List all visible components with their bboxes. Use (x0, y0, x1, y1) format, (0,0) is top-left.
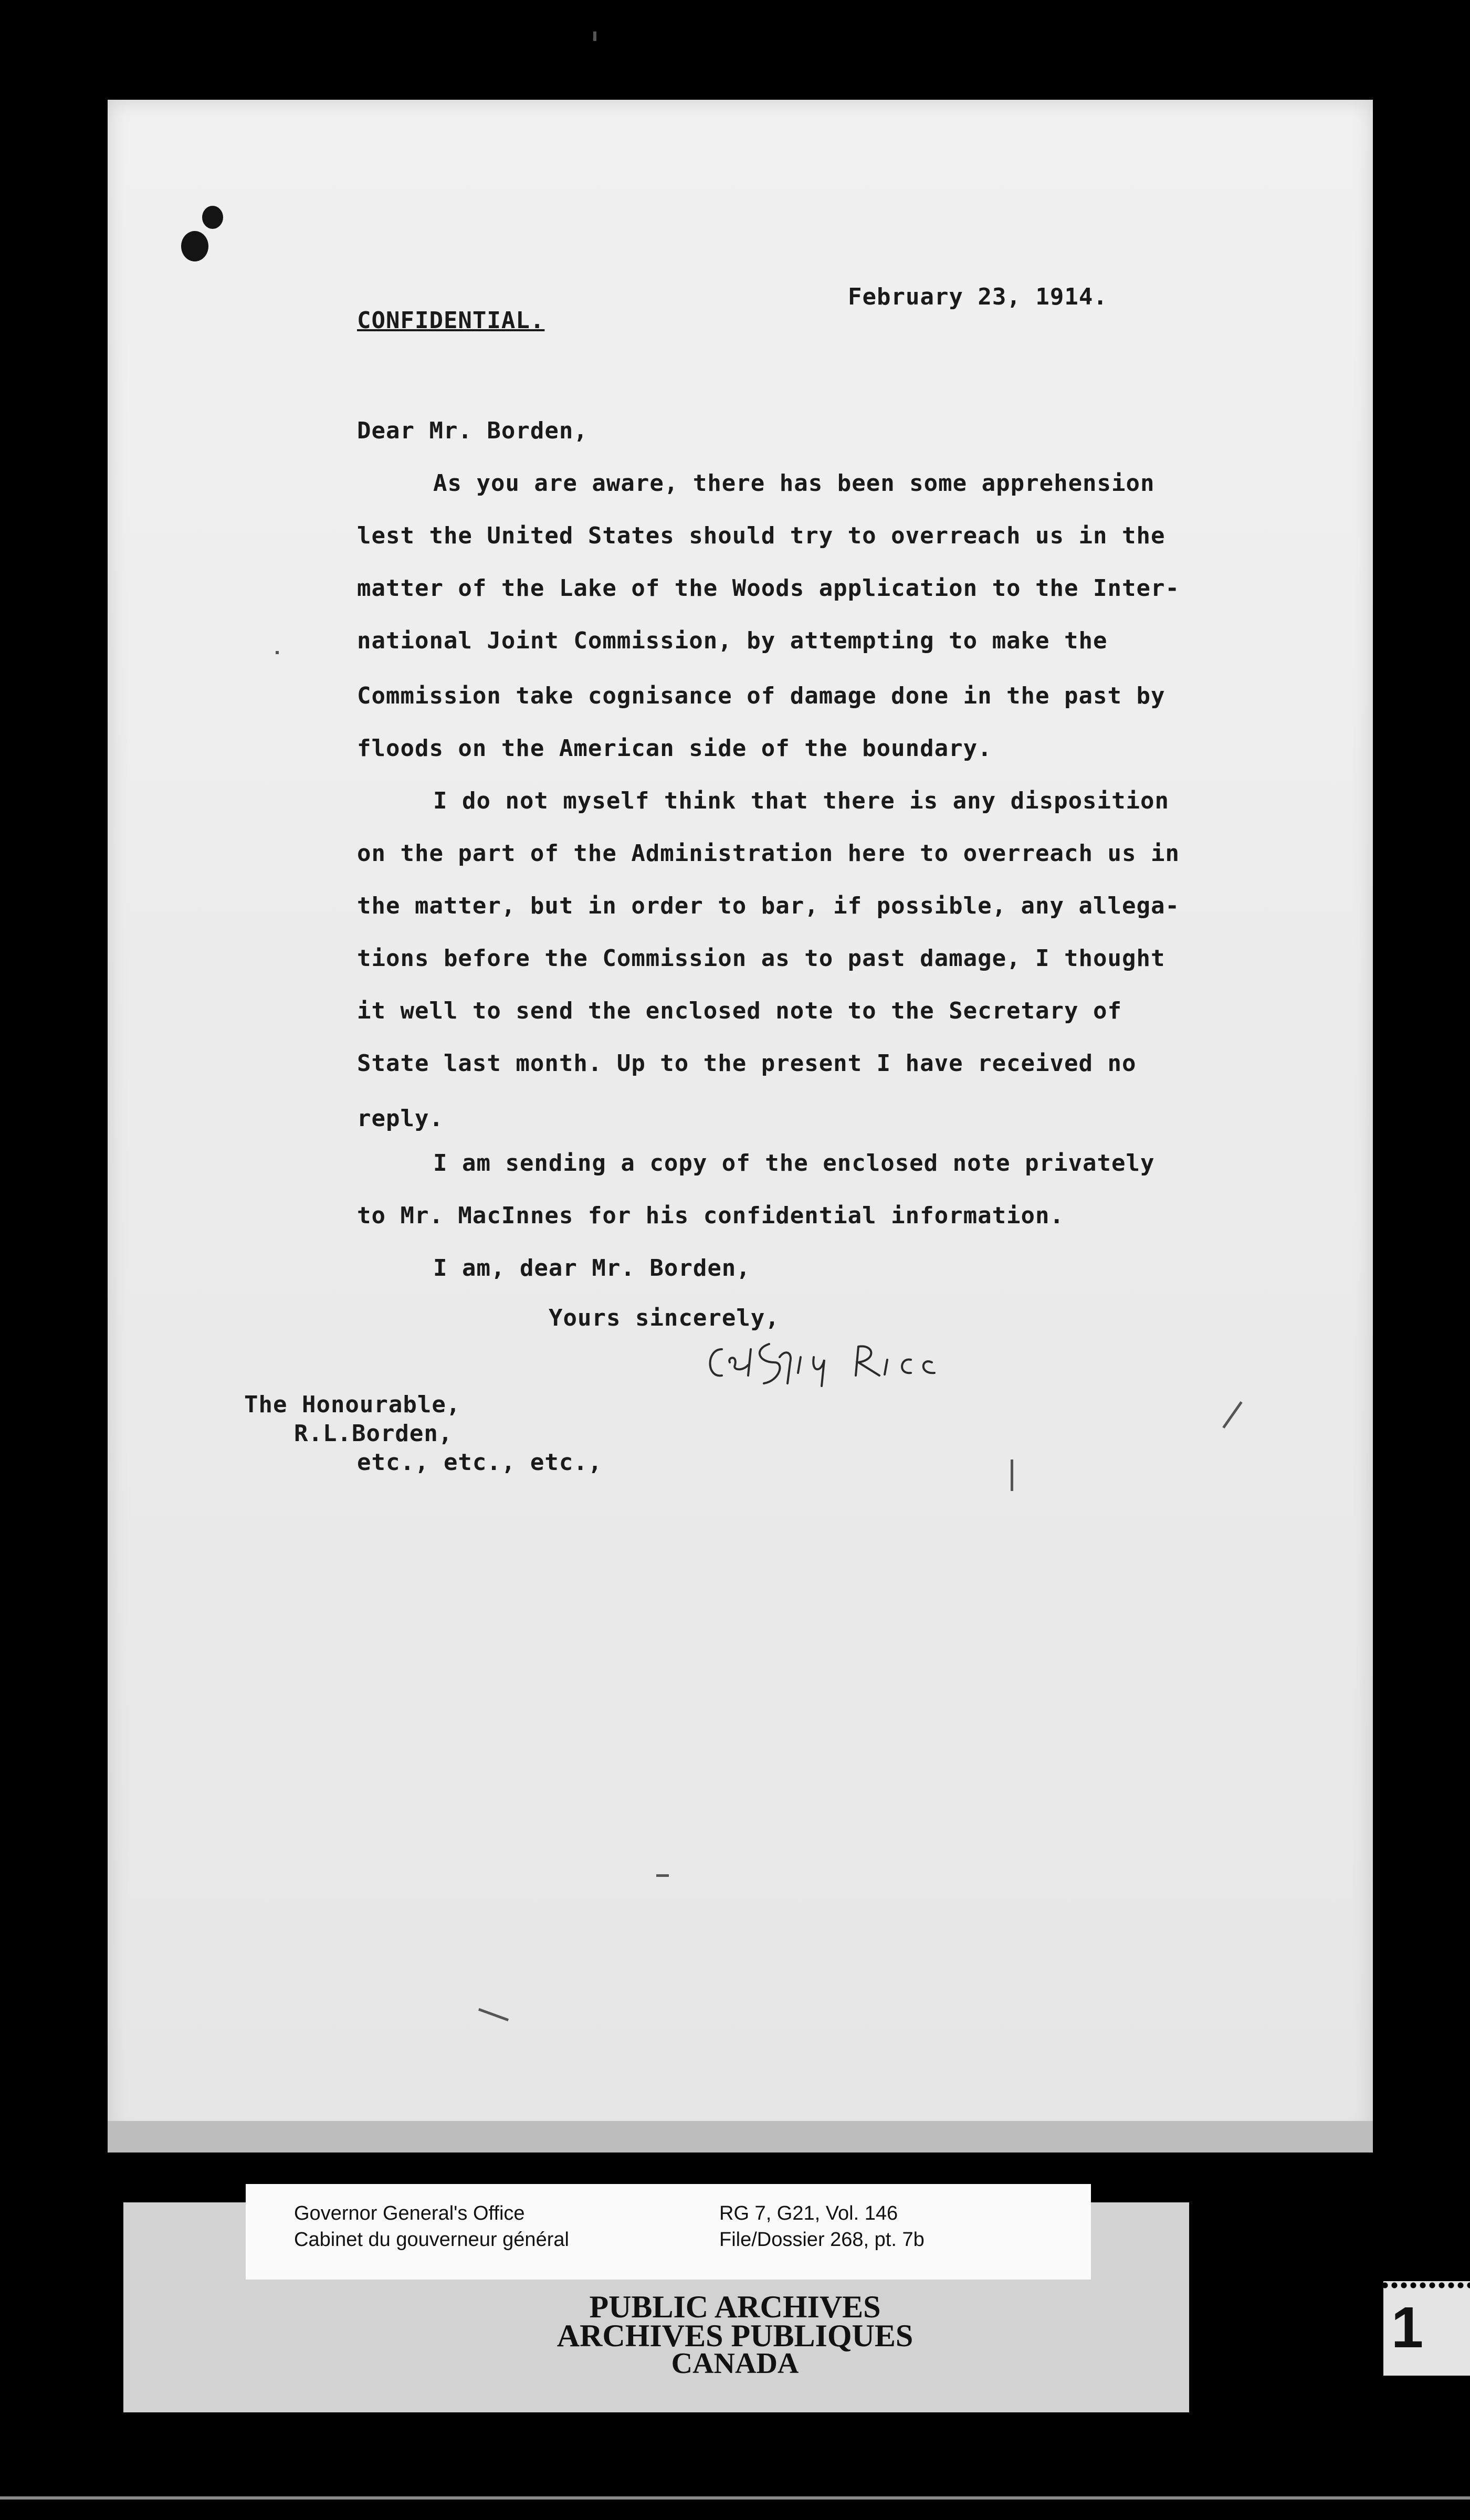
handwritten-signature (701, 1334, 974, 1391)
punch-hole-mark (181, 231, 208, 261)
body-line: reply. (357, 1105, 444, 1132)
body-line: on the part of the Administration here to overreach us in (357, 840, 1180, 867)
scan-speck (593, 32, 596, 41)
scan-speck (276, 651, 279, 654)
stamp-number: 1 (1391, 2295, 1424, 2360)
salutation: Dear Mr. Borden, (357, 417, 588, 444)
addressee-line: R.L.Borden, (294, 1420, 453, 1447)
body-line: national Joint Commission, by attempting to make the (357, 627, 1108, 654)
office-name-en: Governor General's Office (294, 2202, 525, 2224)
scan-speck (1011, 1460, 1013, 1491)
punch-hole-mark (202, 206, 223, 229)
body-line: it well to send the enclosed note to the Secretary of (357, 998, 1122, 1024)
closing-line: I am, dear Mr. Borden, (433, 1255, 751, 1282)
body-line: State last month. Up to the present I have received no (357, 1050, 1137, 1077)
body-line: I do not myself think that there is any disposition (433, 788, 1170, 814)
sheet-bottom-shade (108, 2121, 1373, 2152)
scan-speck (656, 1874, 669, 1877)
archive-title-fr: ARCHIVES PUBLIQUES (556, 2318, 914, 2353)
record-group-reference: RG 7, G21, Vol. 146 (719, 2202, 898, 2224)
stamp-perforation (1381, 2281, 1470, 2290)
addressee-line: The Honourable, (244, 1391, 461, 1418)
valediction: Yours sincerely, (549, 1305, 780, 1331)
body-line: As you are aware, there has been some apprehension (433, 470, 1155, 497)
letter-sheet (108, 100, 1373, 2137)
letter-date: February 23, 1914. (848, 284, 1108, 310)
body-line: to Mr. MacInnes for his confidential information. (357, 1202, 1065, 1229)
body-line: Commission take cognisance of damage done in the past by (357, 682, 1166, 709)
office-name-fr: Cabinet du gouverneur général (294, 2229, 569, 2251)
body-line: floods on the American side of the boundary. (357, 735, 992, 762)
body-line: the matter, but in order to bar, if possible, any allega- (357, 892, 1180, 919)
body-line: matter of the Lake of the Woods application to the Inter- (357, 575, 1180, 602)
body-line: lest the United States should try to overreach us in the (357, 522, 1166, 549)
archive-country: CANADA (671, 2347, 799, 2380)
confidential-heading: CONFIDENTIAL. (357, 307, 545, 334)
scan-bottom-edge (0, 2496, 1470, 2500)
body-line: I am sending a copy of the enclosed note privately (433, 1150, 1155, 1177)
addressee-line: etc., etc., etc., (357, 1449, 603, 1476)
archive-title-en: PUBLIC ARCHIVES (589, 2290, 881, 2324)
body-line: tions before the Commission as to past damage, I thought (357, 945, 1166, 972)
file-reference: File/Dossier 268, pt. 7b (719, 2229, 925, 2251)
